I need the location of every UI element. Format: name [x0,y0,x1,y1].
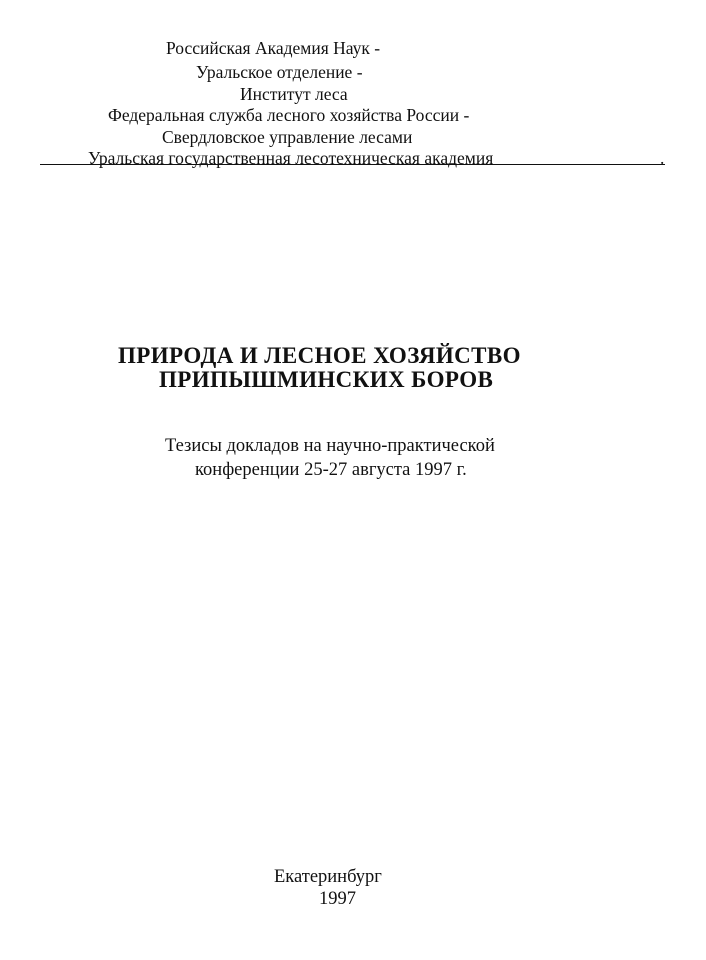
org-line-ras: Российская Академия Наук - [166,38,381,58]
imprint-city: Екатеринбург [274,867,382,887]
title-line-2: ПРИПЫШМИНСКИХ БОРОВ [159,367,494,392]
header-underline [40,164,665,165]
org-line-forest-institute: Институт леса [240,84,348,104]
title-line-1: ПРИРОДА И ЛЕСНОЕ ХОЗЯЙСТВО [118,343,521,368]
trailing-dot: . [660,148,665,168]
org-line-academy: Уральская государственная лесотехническая академия [88,148,494,168]
subtitle-line-2: конференции 25-27 августа 1997 г. [195,460,467,480]
imprint-year: 1997 [319,889,356,909]
org-line-ural-branch: Уральское отделение - [196,62,363,82]
subtitle-line-1: Тезисы докладов на научно-практической [165,436,495,456]
org-line-federal-service: Федеральная служба лесного хозяйства России - [108,105,470,125]
org-line-sverdlovsk-admin: Свердловское управление лесами [162,127,413,147]
